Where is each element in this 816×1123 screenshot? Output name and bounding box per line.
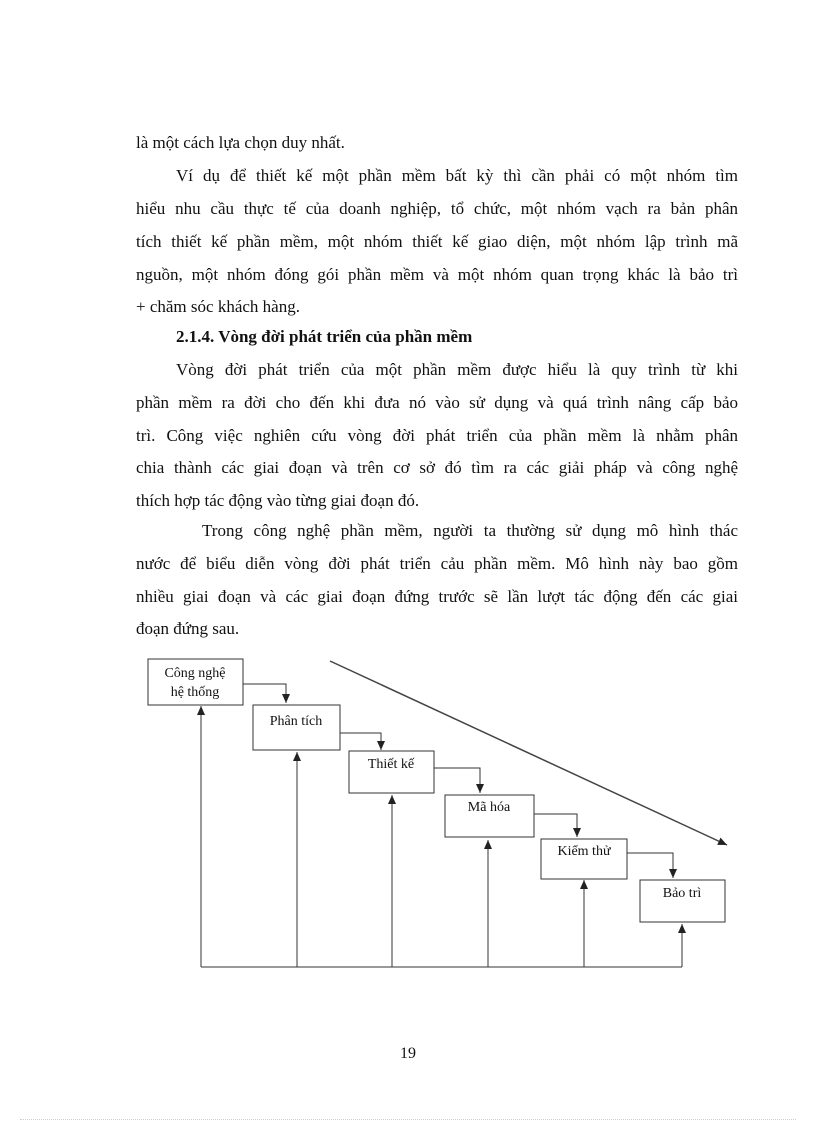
connector-3-4 — [434, 768, 480, 793]
text-line-1: là một cách lựa chọn duy nhất. — [136, 133, 345, 152]
stage-design-label: Thiết kế — [367, 757, 415, 772]
text-line-4: tích thiết kế phần mềm, một nhóm thiết kế giao diện, một nhóm lập trình mã — [136, 232, 738, 251]
connector-1-2 — [243, 684, 286, 703]
text-line-9: trì. Công việc nghiên cứu vòng đời phát triển của phần mềm là nhằm phân — [136, 426, 738, 445]
stage-coding-label: Mã hóa — [467, 800, 511, 815]
text-line-11: thích hợp tác động vào từng giai đoạn đó. — [136, 491, 420, 510]
stage-maintenance-label: Bảo trì — [662, 886, 702, 901]
text-line-12: Trong công nghệ phần mềm, người ta thường sử dụng mô hình thác — [202, 521, 738, 540]
text-line-2: Ví dụ để thiết kế một phần mềm bất kỳ thì cần phải có một nhóm tìm — [176, 166, 738, 185]
stage-analysis — [253, 705, 340, 750]
text-line-8: phần mềm ra đời cho đến khi đưa nó vào sử dụng và quá trình nâng cấp bảo — [136, 393, 738, 412]
stage-design — [349, 751, 434, 793]
stage-testing — [541, 839, 627, 879]
section-heading: 2.1.4. Vòng đời phát triển của phần mềm — [176, 327, 473, 346]
text-line-14: nhiều giai đoạn và các giai đoạn đứng trước sẽ lần lượt tác động đến các giai — [136, 587, 738, 606]
connector-5-6 — [627, 853, 673, 878]
text-line-5: nguồn, một nhóm đóng gói phần mềm và một nhóm quan trọng khác là bảo trì — [136, 265, 738, 284]
text-line-3: hiểu nhu cầu thực tế của doanh nghiệp, tổ chức, một nhóm vạch ra bản phân — [136, 199, 738, 218]
stage-system-engineering-label-2: hệ thống — [170, 685, 220, 700]
text-line-13: nước để biểu diễn vòng đời phát triển cảu phần mềm. Mô hình này bao gồm — [136, 554, 738, 573]
stage-system-engineering-label-1: Công nghệ — [164, 666, 226, 681]
stage-system-engineering — [148, 659, 243, 705]
page-number: 19 — [400, 1045, 416, 1062]
text-line-7: Vòng đời phát triển của một phần mềm được hiểu là quy trình từ khi — [176, 360, 738, 379]
stage-coding — [445, 795, 534, 837]
text-line-15: đoạn đứng sau. — [136, 619, 240, 638]
text-line-10: chia thành các giai đoạn và trên cơ sở đó tìm ra các giải pháp và công nghệ — [136, 458, 738, 477]
stage-testing-label: Kiểm thử — [557, 844, 611, 859]
footer-rule — [20, 1119, 796, 1120]
connector-4-5 — [534, 814, 577, 837]
stage-maintenance — [640, 880, 725, 922]
stage-analysis-label: Phân tích — [269, 714, 323, 729]
text-line-6: + chăm sóc khách hàng. — [136, 297, 300, 316]
connector-2-3 — [340, 733, 381, 750]
